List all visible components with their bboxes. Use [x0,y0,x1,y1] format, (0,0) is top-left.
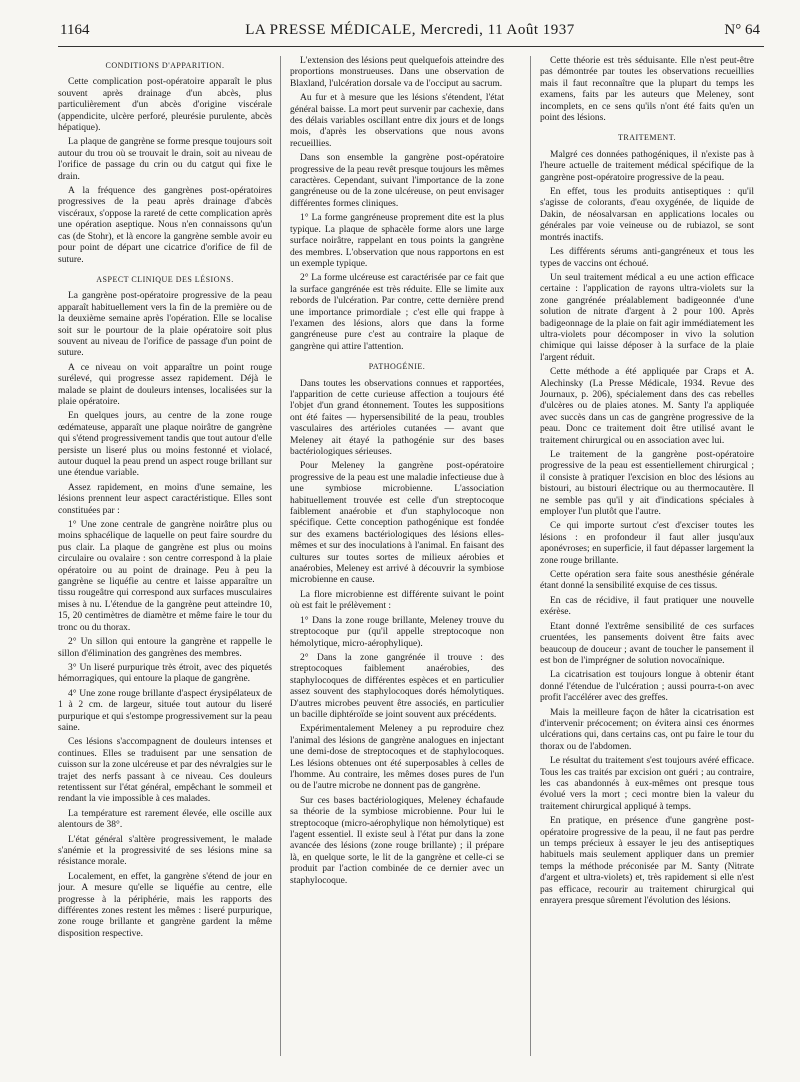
text-column-2 [290,56,504,1066]
paragraph: Dans son ensemble la gangrène post-opératoire progressive de la peau revêt presque toujours les mêmes caractères. Cependant, suivant l'importance de la zone gangréneuse ou de la zone ulcéreuse, on peut envisager différentes formes cliniques. [290,153,504,209]
section-heading: TRAITEMENT. [617,133,676,143]
paragraph: Cette méthode a été appliquée par Craps et A. Alechinsky (La Presse Médicale, 1934. Revue des Journaux, p. 206), spécialement dans des cas rebelles d'ulcères ou de plaies atones. M. Santy l'a appliquée avec succès dans un cas de gangrène progressive de la peau. Donc ce traitement doit être utilisé avant le traitement chirurgical ou en association avec lui. [540,367,754,446]
paragraph: Ce qui importe surtout c'est d'exciser toutes les lésions : en profondeur il faut aller jusqu'aux aponévroses; en superficie, il faut dépasser largement la zone rouge brillante. [540,521,754,566]
paragraph: La gangrène post-opératoire progressive de la peau apparaît habituellement vers la fin de la première ou de la deuxième semaine après l'opération. Elle se localise soit sur le pourtour de la plaie opératoire soit plus souvent au niveau de l'orifice de passage d'un point de suture. [58,291,272,359]
paragraph: 4° Une zone rouge brillante d'aspect érysipélateux de 1 à 2 cm. de largeur, située tout autour du liseré purpurique et qui s'estompe progressivement sur la peau saine. [58,688,272,733]
paragraph: 1° Dans la zone rouge brillante, Meleney trouve du streptocoque pur (qu'il appelle streptocoque non hémolytique, micro-aérophylique). [290,615,504,649]
paragraph: A ce niveau on voit apparaître un point rouge surélevé, qui progresse assez rapidement. Déjà le malade se plaint de douleurs intenses, localisées sur la plaie opératoire. [58,362,272,407]
paragraph: 1° Une zone centrale de gangrène noirâtre plus ou moins sphacélique de laquelle on peut faire sourdre du pus clair. La plaque de gangrène est plus ou moins circulaire ou ovalaire : son centre correspond à la plaie opératoire ou au point de drainage. Peu à peu la gangrène se liquéfie au centre et laisse apparaître un tissu rougeâtre qui correspond aux surfaces musculaires mises à nu. L'étendue de la gangrène peut atteindre 10, 15, 20 centimètres de diamètre et même faire le tour du tronc ou du thorax. [58,520,272,633]
paragraph: Au fur et à mesure que les lésions s'étendent, l'état général baisse. La mort peut survenir par cachexie, dans des délais variables oscillant entre dix jours et de longs mois, d'après les observations que nous avons recueillies. [290,93,504,149]
paragraph: La température est rarement élevée, elle oscille aux alentours de 38°. [58,808,272,831]
paragraph: Cette complication post-opératoire apparaît le plus souvent après drainage d'un abcès, plus particulièrement d'un abcès d'origine viscérale (appendicite, ulcère perforé, pleurésie purulente, abcès hépatique). [58,77,272,134]
paragraph: L'extension des lésions peut quelquefois atteindre des proportions monstrueuses. Dans une observation de Blaxland, l'ulcération dorsale va de l'occiput au sacrum. [290,56,504,89]
paragraph: Le résultat du traitement s'est toujours avéré efficace. Tous les cas traités par excision ont guéri ; au contraire, les cas abandonnés à eux-mêmes ont presque tous évolué vers la mort ; ceci montre bien la valeur du traitement chirurgical appliqué à temps. [540,756,754,812]
paragraph: En effet, tous les produits antiseptiques : qu'il s'agisse de colorants, d'eau oxygénée, de liquide de Dakin, de néosalvarsan en applications locales ou générales par voie veineuse ou de rubiazol, se sont montrés inactifs. [540,187,754,243]
column-separator [530,56,531,1056]
journal-title: LA PRESSE MÉDICALE, Mercredi, 11 Août 1937 [245,22,575,38]
paragraph: La plaque de gangrène se forme presque toujours soit autour du trou où se trouvait le drain, soit au niveau de l'orifice de passage du crin ou du catgut qui fixe le drain. [58,137,272,182]
paragraph: En pratique, en présence d'une gangrène post-opératoire progressive de la peau, il ne faut pas perdre un temps précieux à essayer le jeu des antiseptiques habituels mais seulement appliquer dans un premier temps la méthode préconisée par M. Santy (Nitrate d'argent et ultra-violets) et, très rapidement si elle n'est pas efficace, recourir au traitement chirurgical qui enrayera presque sûrement l'évolution des lésions. [540,816,754,907]
paragraph: Cette théorie est très séduisante. Elle n'est peut-être pas démontrée par toutes les observations recueillies mais il faut reconnaître que la plupart du temps les examens, faits par les auteurs que Meleney, sont incomplets, en ce sens qu'ils n'ont été faits qu'en un point des lésions. [540,56,754,124]
paragraph: 3° Un liseré purpurique très étroit, avec des piquetés hémorragiques, qui entoure la plaque de gangrène. [58,662,272,685]
paragraph: Etant donné l'extrême sensibilité de ces surfaces cruentées, les pansements doivent être faits avec beaucoup de douceur ; avant de toucher le pansement il est bon de l'imprégner de solution novocaïnique. [540,621,754,666]
paragraph: Ces lésions s'accompagnent de douleurs intenses et continues. Elles se traduisent par une sensation de cuisson sur la zone ulcéreuse et par des névralgies sur le trajet des nerfs passant à ce niveau. Ces douleurs retentissent sur l'état général, empêchant le sommeil et rendant la vie impossible à ces malades. [58,737,272,805]
paragraph: Mais la meilleure façon de hâter la cicatrisation est d'intervenir précocement; on évitera ainsi ces énormes ulcérations qui, dans certains cas, ont pu faire le tour du thorax ou de l'abdomen. [540,707,754,752]
column-separator [280,56,281,1056]
paragraph: 2° Dans la zone gangrénée il trouve : des streptocoques faiblement anaérobies, des staphylocoques de différentes espèces et en particulier assez souvent des staphylocoques dorés hémolytiques. D'autres microbes peuvent être associés, en particulier un bacille diphtéroïde se joint souvent aux précédents. [290,652,504,720]
section-heading: ASPECT CLINIQUE DES LÉSIONS. [96,274,234,284]
paragraph: Cette opération sera faite sous anesthésie générale étant donné la sensibilité exquise de ces tissus. [540,570,754,592]
paragraph: Localement, en effet, la gangrène s'étend de jour en jour. A mesure qu'elle se liquéfie au centre, elle progresse à la périphérie, mais les rapports des différentes zones restent les mêmes : liseré purpurique, zone rouge brillante et gangrène gardent la même disposition respective. [58,871,272,939]
paragraph: Les différents sérums anti-gangréneux et tous les types de vaccins ont échoué. [540,247,754,269]
paragraph: En quelques jours, au centre de la zone rouge œdémateuse, apparaît une plaque noirâtre de gangrène qui s'étend progressivement tandis que tout autour d'elle persiste un liseré plus ou moins festonné et violacé, autour duquel la peau prend un aspect rouge brillant sur une étendue variable. [58,411,272,479]
paragraph: Sur ces bases bactériologiques, Meleney échafaude sa théorie de la symbiose microbienne. Pour lui le streptocoque (micro-aérophylique non hémolytique) est l'agent essentiel. Il existe seul à l'état pur dans la zone avancée des lésions (zone rouge brillante) ; il prépare là, en quelque sorte, le lit de la gangrène et celle-ci se produit par l'action combinée de ce dernier avec un staphylocoque. [290,795,504,886]
paragraph: 2° Un sillon qui entoure la gangrène et rappelle le sillon d'élimination des gangrènes des membres. [58,637,272,659]
paragraph: Assez rapidement, en moins d'une semaine, les lésions prennent leur aspect caractéristique. Elles sont constituées par : [58,482,272,516]
paragraph: A la fréquence des gangrènes post-opératoires progressives de la peau après drainage d'abcès viscéraux, s'oppose la rareté de cette complication après une opération aseptique. Nous n'en connaissons qu'un cas (de Stohr), et là encore la gangrène semble avoir eu pour point de départ une cicatrice d'orifice de fil de suture. [58,186,272,265]
paragraph: En cas de récidive, il faut pratiquer une nouvelle exérèse. [540,595,754,618]
text-column-1 [58,56,272,1066]
section-heading: PATHOGÉNIE. [368,362,426,372]
paragraph: 2° La forme ulcéreuse est caractérisée par ce fait que la surface gangrénée est très réduite. Elle se limite aux rebords de l'ulcération. Par contre, cette dernière prend une importance primordiale ; c'est elle qui frappe à l'examen des lésions, alors que dans la forme gangréneuse pure c'est au contraire la plaque de gangrène qui attire l'attention. [290,273,504,352]
header-rule [58,46,764,47]
page-header [60,22,760,44]
paragraph: Pour Meleney la gangrène post-opératoire progressive de la peau est une maladie infectieuse due à une symbiose microbienne. L'association habituellement trouvée est celle d'un streptocoque faiblement anaérobie et d'un staphylocoque non spécifique. Cette conception pathogénique est fondée sur des examens bactériologiques des lésions elles-mêmes et sur des inoculations à l'animal. En faisant des cultures sur toutes sortes de milieux aérobies et anaérobies, Meleney est arrivé à découvrir la symbiose microbienne en cause. [290,461,504,586]
paragraph: Le traitement de la gangrène post-opératoire progressive de la peau est essentiellement chirurgical ; il consiste à pratiquer l'excision en bloc des lésions au bistouri, au bistouri électrique ou au thermocautère. Il ne semble pas qu'il y ait d'indications spéciales à employer l'un plutôt que l'autre. [540,450,754,518]
paragraph: La flore microbienne est différente suivant le point où est fait le prélèvement : [290,589,504,612]
paragraph: 1° La forme gangréneuse proprement dite est la plus typique. La plaque de sphacèle forme alors une large surface noirâtre, rappelant en tous points la gangrène des membres. L'observation que nous rapportons en est un exemple typique. [290,213,504,269]
paragraph: Un seul traitement médical a eu une action efficace certaine : l'application de rayons ultra-violets sur la zone gangrénée préalablement badigeonnée d'une solution de nitrate d'argent à 2 pour 100. Après badigeonnage de la plaie on fait agir immédiatement les ultra-violets pour décomposer in vivo la solution chimique qui laisse déposer à la surface de la plaie l'argent réduit. [540,272,754,363]
paragraph: Dans toutes les observations connues et rapportées, l'apparition de cette curieuse affection a toujours été l'objet d'un grand étonnement. Toutes les suppositions ont été faites — hypersensibilité de la peau, troubles vasculaires des artérioles cutanées — avant que Meleney ait étayé la pathogénie sur des bases bactériologiques sérieuses. [290,378,504,457]
paragraph: Expérimentalement Meleney a pu reproduire chez l'animal des lésions de gangrène analogues en injectant une demi-dose de streptocoques et de staphylocoques. Les lésions obtenues ont été superposables à celles de l'homme. Au contraire, les mêmes doses pures de l'un ou de l'autre microbe ne donnent pas de gangrène. [290,724,504,792]
text-column-3 [540,56,754,1066]
paragraph: La cicatrisation est toujours longue à obtenir étant donné l'étendue de l'ulcération ; aussi pourra-t-on avec profit l'accélérer avec des greffes. [540,670,754,704]
section-heading: CONDITIONS D'APPARITION. [105,61,225,70]
paragraph: L'état général s'altère progressivement, le malade s'anémie et la progressivité de ses lésions mine sa résistance morale. [58,834,272,868]
issue-number: N° 64 [724,22,760,38]
paragraph: Malgré ces données pathogéniques, il n'existe pas à l'heure actuelle de traitement médical spécifique de la gangrène post-opératoire progressive de la peau. [540,149,754,183]
page-number: 1164 [60,22,90,38]
